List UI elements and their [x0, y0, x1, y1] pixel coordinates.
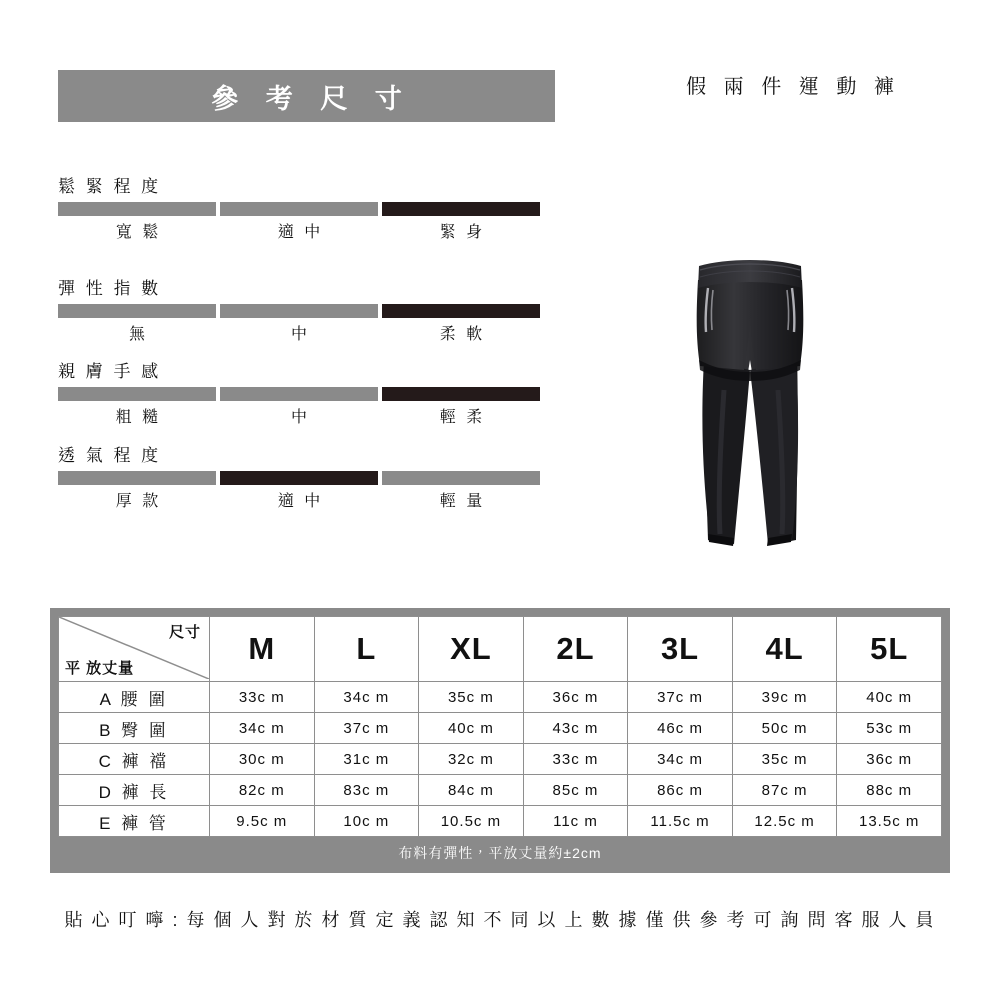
table-row — [59, 775, 942, 806]
size-table-corner-cell — [59, 617, 210, 682]
row-label-hip: B 臀 圍 — [59, 713, 210, 744]
attribute-bar — [382, 471, 540, 485]
attribute-bars — [58, 202, 555, 242]
attribute-option — [58, 304, 216, 344]
size-column-xl: XL — [419, 617, 524, 682]
leggings-illustration — [600, 120, 980, 590]
cell-waist-xl: 35c m — [419, 682, 524, 713]
reference-size-title: 參 考 尺 寸 — [211, 83, 412, 114]
cell-waist-m: 33c m — [210, 682, 315, 713]
row-label-leg-opening: E 褲 管 — [59, 806, 210, 837]
cell-hip-m: 34c m — [210, 713, 315, 744]
attribute-option-label: 緊 身 — [439, 224, 486, 241]
attribute-option-label: 中 — [290, 326, 310, 343]
attribute-bar-active — [220, 471, 378, 485]
cell-crotch-xl: 32c m — [419, 744, 524, 775]
attribute-option — [382, 304, 540, 344]
attribute-option — [382, 202, 540, 242]
cell-hip-2l: 43c m — [523, 713, 628, 744]
attribute-option — [220, 202, 378, 242]
attribute-bar — [58, 304, 216, 318]
cell-crotch-3l: 34c m — [628, 744, 733, 775]
size-table-container — [50, 608, 950, 873]
size-column-5l: 5L — [837, 617, 942, 682]
attribute-bar-active — [382, 304, 540, 318]
attribute-bars — [58, 387, 555, 427]
attribute-option-label: 中 — [290, 409, 310, 426]
row-label-waist: A 腰 圍 — [59, 682, 210, 713]
attribute-option-label: 粗 糙 — [115, 409, 162, 426]
cell-crotch-2l: 33c m — [523, 744, 628, 775]
size-table-header-row — [59, 617, 942, 682]
cell-hip-3l: 46c m — [628, 713, 733, 744]
attribute-group-skin-feel — [58, 357, 555, 427]
row-label-crotch: C 褲 襠 — [59, 744, 210, 775]
attribute-group-elasticity-fit — [58, 172, 555, 242]
size-column-4l: 4L — [732, 617, 837, 682]
cell-crotch-5l: 36c m — [837, 744, 942, 775]
cell-length-2l: 85c m — [523, 775, 628, 806]
attribute-group-breathability — [58, 441, 555, 511]
cell-leg-opening-4l: 12.5c m — [732, 806, 837, 837]
cell-waist-l: 34c m — [314, 682, 419, 713]
attribute-bar — [220, 202, 378, 216]
attribute-bar — [58, 471, 216, 485]
size-column-2l: 2L — [523, 617, 628, 682]
reference-size-banner — [58, 70, 555, 122]
cell-length-5l: 88c m — [837, 775, 942, 806]
attribute-option-label: 輕 柔 — [439, 409, 486, 426]
cell-hip-xl: 40c m — [419, 713, 524, 744]
attribute-bar — [220, 304, 378, 318]
attribute-option-label: 柔 軟 — [439, 326, 486, 343]
size-column-3l: 3L — [628, 617, 733, 682]
cell-leg-opening-xl: 10.5c m — [419, 806, 524, 837]
attribute-bar-active — [382, 202, 540, 216]
cell-crotch-4l: 35c m — [732, 744, 837, 775]
cell-crotch-m: 30c m — [210, 744, 315, 775]
attribute-option — [220, 471, 378, 511]
cell-crotch-l: 31c m — [314, 744, 419, 775]
table-row — [59, 806, 942, 837]
attribute-option — [382, 387, 540, 427]
cell-length-3l: 86c m — [628, 775, 733, 806]
attribute-title: 親 膚 手 感 — [58, 362, 162, 381]
attribute-option — [58, 471, 216, 511]
attribute-bars — [58, 471, 555, 511]
attribute-bars — [58, 304, 555, 344]
product-title: 假 兩 件 運 動 褲 — [686, 76, 900, 98]
cell-length-l: 83c m — [314, 775, 419, 806]
attribute-title: 彈 性 指 數 — [58, 279, 162, 298]
attribute-option — [58, 387, 216, 427]
attribute-option-label: 寬 鬆 — [115, 224, 162, 241]
attribute-option-label: 輕 量 — [439, 493, 486, 510]
cell-waist-4l: 39c m — [732, 682, 837, 713]
corner-label-flat-measure: 平 放丈量 — [65, 660, 135, 677]
attribute-bar-active — [382, 387, 540, 401]
cell-length-xl: 84c m — [419, 775, 524, 806]
attribute-option — [220, 387, 378, 427]
attribute-bar — [220, 387, 378, 401]
cell-hip-4l: 50c m — [732, 713, 837, 744]
attribute-option — [382, 471, 540, 511]
attribute-option-label: 適 中 — [277, 493, 324, 510]
cell-leg-opening-l: 10c m — [314, 806, 419, 837]
table-row — [59, 713, 942, 744]
cell-length-m: 82c m — [210, 775, 315, 806]
cell-waist-2l: 36c m — [523, 682, 628, 713]
cell-length-4l: 87c m — [732, 775, 837, 806]
cell-waist-3l: 37c m — [628, 682, 733, 713]
cell-leg-opening-5l: 13.5c m — [837, 806, 942, 837]
size-column-l: L — [314, 617, 419, 682]
attribute-option-label: 適 中 — [277, 224, 324, 241]
product-photo — [600, 120, 980, 590]
size-table — [58, 616, 942, 837]
cell-hip-l: 37c m — [314, 713, 419, 744]
cell-leg-opening-2l: 11c m — [523, 806, 628, 837]
attribute-bar — [58, 202, 216, 216]
corner-label-size: 尺寸 — [168, 624, 201, 641]
cell-waist-5l: 40c m — [837, 682, 942, 713]
attribute-group-stretch-index — [58, 274, 555, 344]
cell-leg-opening-m: 9.5c m — [210, 806, 315, 837]
size-table-note: 布料有彈性，平放丈量約±2cm — [398, 845, 602, 861]
table-row — [59, 682, 942, 713]
attribute-option-label: 無 — [128, 326, 148, 343]
footer-note: 貼 心 叮 嚀 : 每 個 人 對 於 材 質 定 義 認 知 不 同 以 上 數 據 僅 供 參 考 可 詢 問 客 服 人 員 — [64, 910, 936, 930]
attribute-option — [220, 304, 378, 344]
attribute-title: 透 氣 程 度 — [58, 446, 162, 465]
attribute-title: 鬆 緊 程 度 — [58, 177, 162, 196]
cell-hip-5l: 53c m — [837, 713, 942, 744]
attribute-option-label: 厚 款 — [115, 493, 162, 510]
size-column-m: M — [210, 617, 315, 682]
row-label-length: D 褲 長 — [59, 775, 210, 806]
table-row — [59, 744, 942, 775]
attribute-option — [58, 202, 216, 242]
attribute-bar — [58, 387, 216, 401]
cell-leg-opening-3l: 11.5c m — [628, 806, 733, 837]
